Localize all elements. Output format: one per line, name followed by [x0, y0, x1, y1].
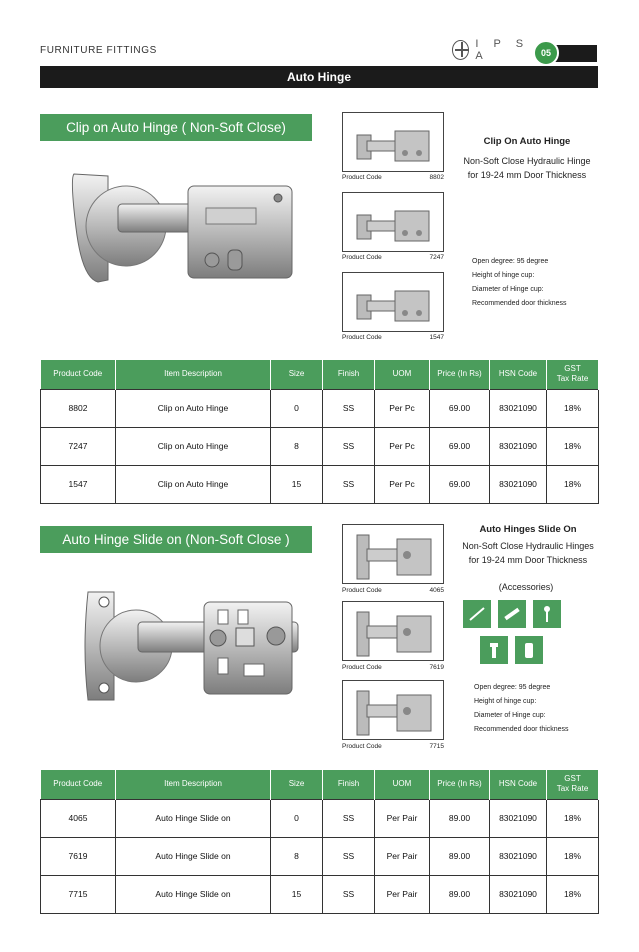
- clip-on-hinge-image: [68, 168, 300, 288]
- table-row: 1547 Clip on Auto Hinge 15 SS Per Pc 69.00 83021090 18%: [41, 465, 599, 503]
- brand-mark-icon: [452, 40, 469, 60]
- header-tab: [555, 45, 597, 62]
- thumb-8802-label: Product Code 8802: [342, 174, 444, 181]
- section2-info-line2: for 19-24 mm Door Thickness: [468, 555, 588, 565]
- thumb-1547-image: [342, 272, 444, 332]
- brand-logo: [452, 38, 540, 62]
- thumb-7619-image: [342, 601, 444, 661]
- section2-info-title: Auto Hinges Slide On: [479, 524, 577, 535]
- section2-banner: Auto Hinge Slide on (Non-Soft Close ): [40, 526, 312, 553]
- thumb-1547-label: Product Code 1547: [342, 334, 444, 341]
- table-row: 4065 Auto Hinge Slide on 0 SS Per Pair 89.00 83021090 18%: [41, 799, 599, 837]
- section1-price-table: [40, 360, 599, 504]
- table-row: 7715 Auto Hinge Slide on 15 SS Per Pair 89.00 83021090 18%: [41, 875, 599, 913]
- section2-info-line1: Non-Soft Close Hydraulic Hinges: [462, 541, 594, 551]
- accessories-label: (Accessories): [498, 582, 554, 592]
- thumb-4065-label: Product Code 4065: [342, 587, 444, 594]
- section1-specs: Open degree: 95 degree Height of hinge cup: Diameter of Hinge cup: Recommended door thickness: [472, 258, 567, 307]
- thumb-8802-image: [342, 112, 444, 172]
- accessories-grid: [463, 600, 561, 664]
- thumb-7715-label: Product Code 7715: [342, 743, 444, 750]
- thumb-4065-image: [342, 524, 444, 584]
- section2-price-table: [40, 770, 599, 914]
- table-row: 7619 Auto Hinge Slide on 8 SS Per Pair 89.00 83021090 18%: [41, 837, 599, 875]
- section2-specs: Open degree: 95 degree Height of hinge cup: Diameter of Hinge cup: Recommended door thickness: [474, 684, 569, 733]
- dowel-icon: [498, 600, 526, 628]
- section1-banner: Clip on Auto Hinge ( Non-Soft Close): [40, 114, 312, 141]
- thumb-7247-image: [342, 192, 444, 252]
- section1-info-title: Clip On Auto Hinge: [483, 136, 571, 147]
- table-header-row: Product Code Item Description Size Finish UOM Price (In Rs) HSN Code GST Tax Rate: [41, 770, 599, 799]
- page-number: 05: [533, 40, 559, 66]
- page-title: Auto Hinge: [40, 66, 598, 88]
- slide-on-hinge-image: [78, 588, 300, 704]
- bolt-icon: [480, 636, 508, 664]
- section1-info-line1: Non-Soft Close Hydraulic Hinge: [463, 156, 591, 166]
- table-row: 8802 Clip on Auto Hinge 0 SS Per Pc 69.00 83021090 18%: [41, 389, 599, 427]
- section-label: FURNITURE FITTINGS: [40, 45, 157, 56]
- screw-bar-icon: [463, 600, 491, 628]
- table-header-row: Product Code Item Description Size Finish UOM Price (In Rs) HSN Code GST Tax Rate: [41, 360, 599, 389]
- section1-info-line2: for 19-24 mm Door Thickness: [467, 170, 587, 180]
- thumb-7247-label: Product Code 7247: [342, 254, 444, 261]
- thumb-7619-label: Product Code 7619: [342, 664, 444, 671]
- sleeve-icon: [515, 636, 543, 664]
- brand-name: I P S A: [475, 38, 530, 62]
- table-row: 7247 Clip on Auto Hinge 8 SS Per Pc 69.00 83021090 18%: [41, 427, 599, 465]
- screw-icon: [533, 600, 561, 628]
- thumb-7715-image: [342, 680, 444, 740]
